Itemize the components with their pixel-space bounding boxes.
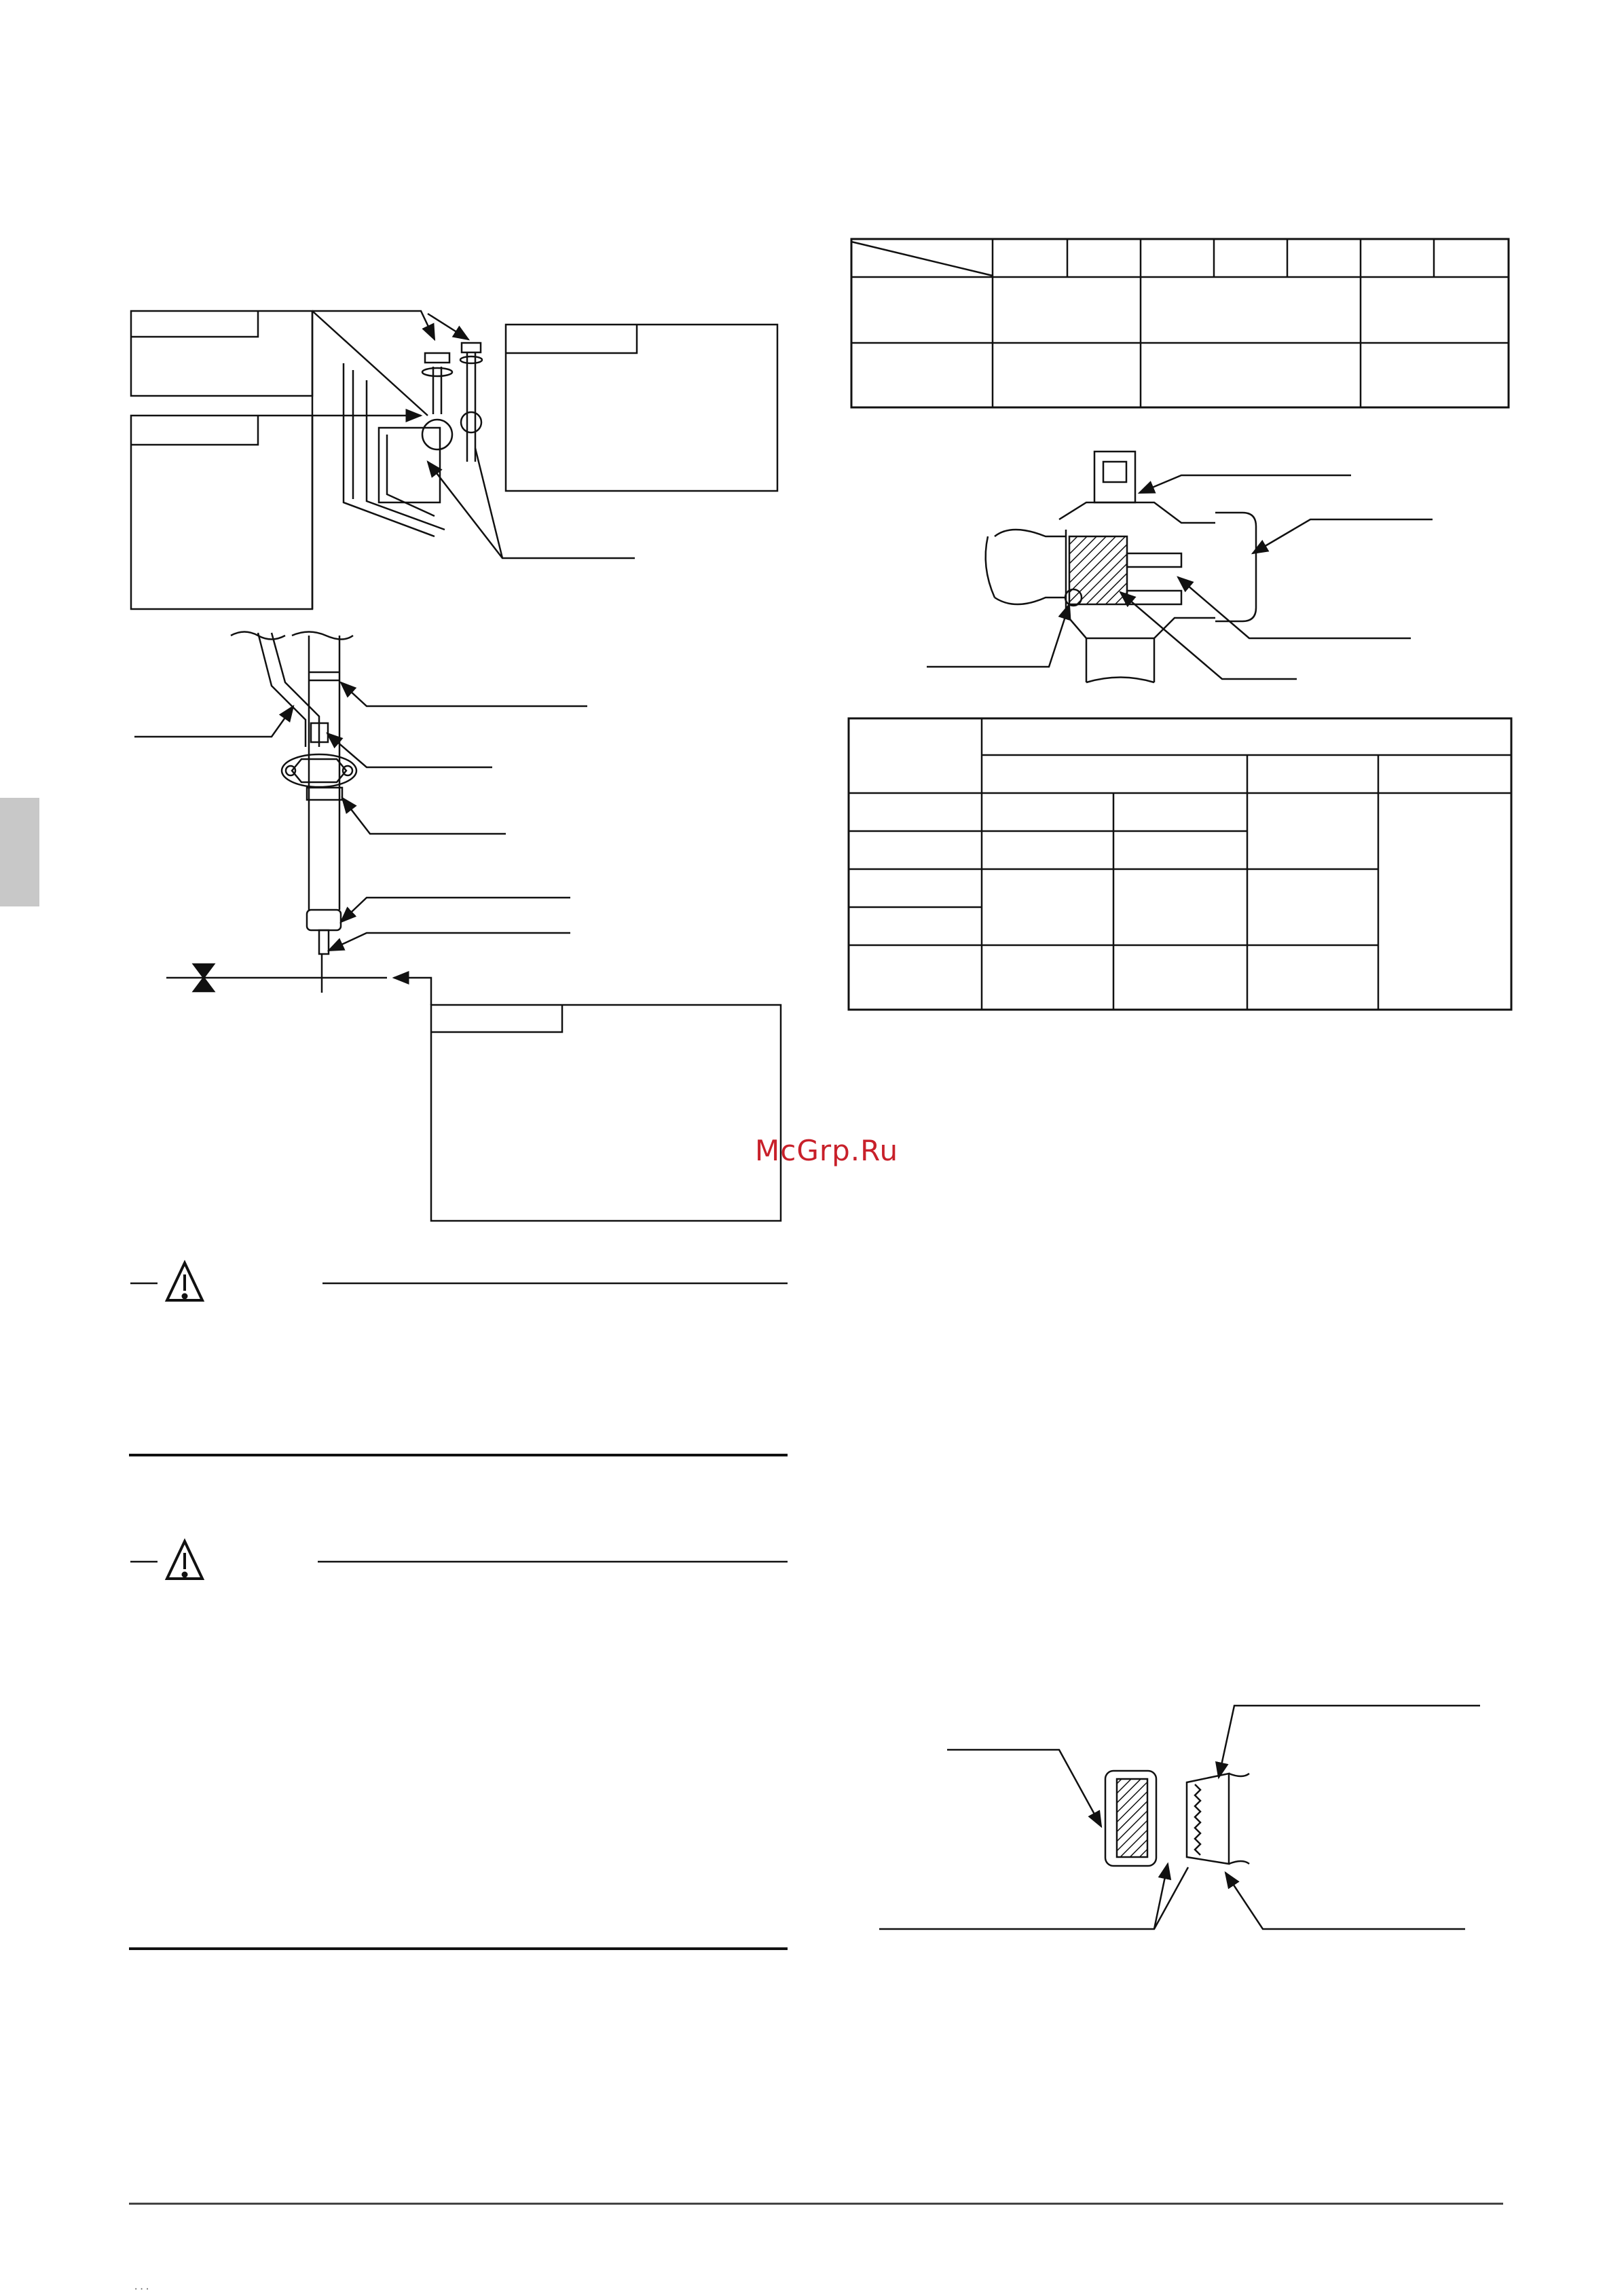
torque-table bbox=[849, 718, 1511, 1010]
footer-code: ... bbox=[133, 2281, 151, 2292]
warning-triangle-icon bbox=[167, 1541, 202, 1579]
caution-block-1 bbox=[129, 1283, 788, 1455]
flare-figure bbox=[879, 1706, 1480, 1929]
lower-left-figure bbox=[134, 632, 781, 1222]
spec-table bbox=[851, 239, 1509, 407]
warning-triangle-icon bbox=[167, 1263, 202, 1300]
upper-left-figure bbox=[131, 311, 777, 609]
watermark: McGrp.Ru bbox=[755, 1134, 899, 1167]
valve-cross-section bbox=[927, 452, 1433, 682]
caution-block-2 bbox=[129, 1562, 788, 1949]
page-bottom-rule bbox=[129, 2203, 1503, 2205]
